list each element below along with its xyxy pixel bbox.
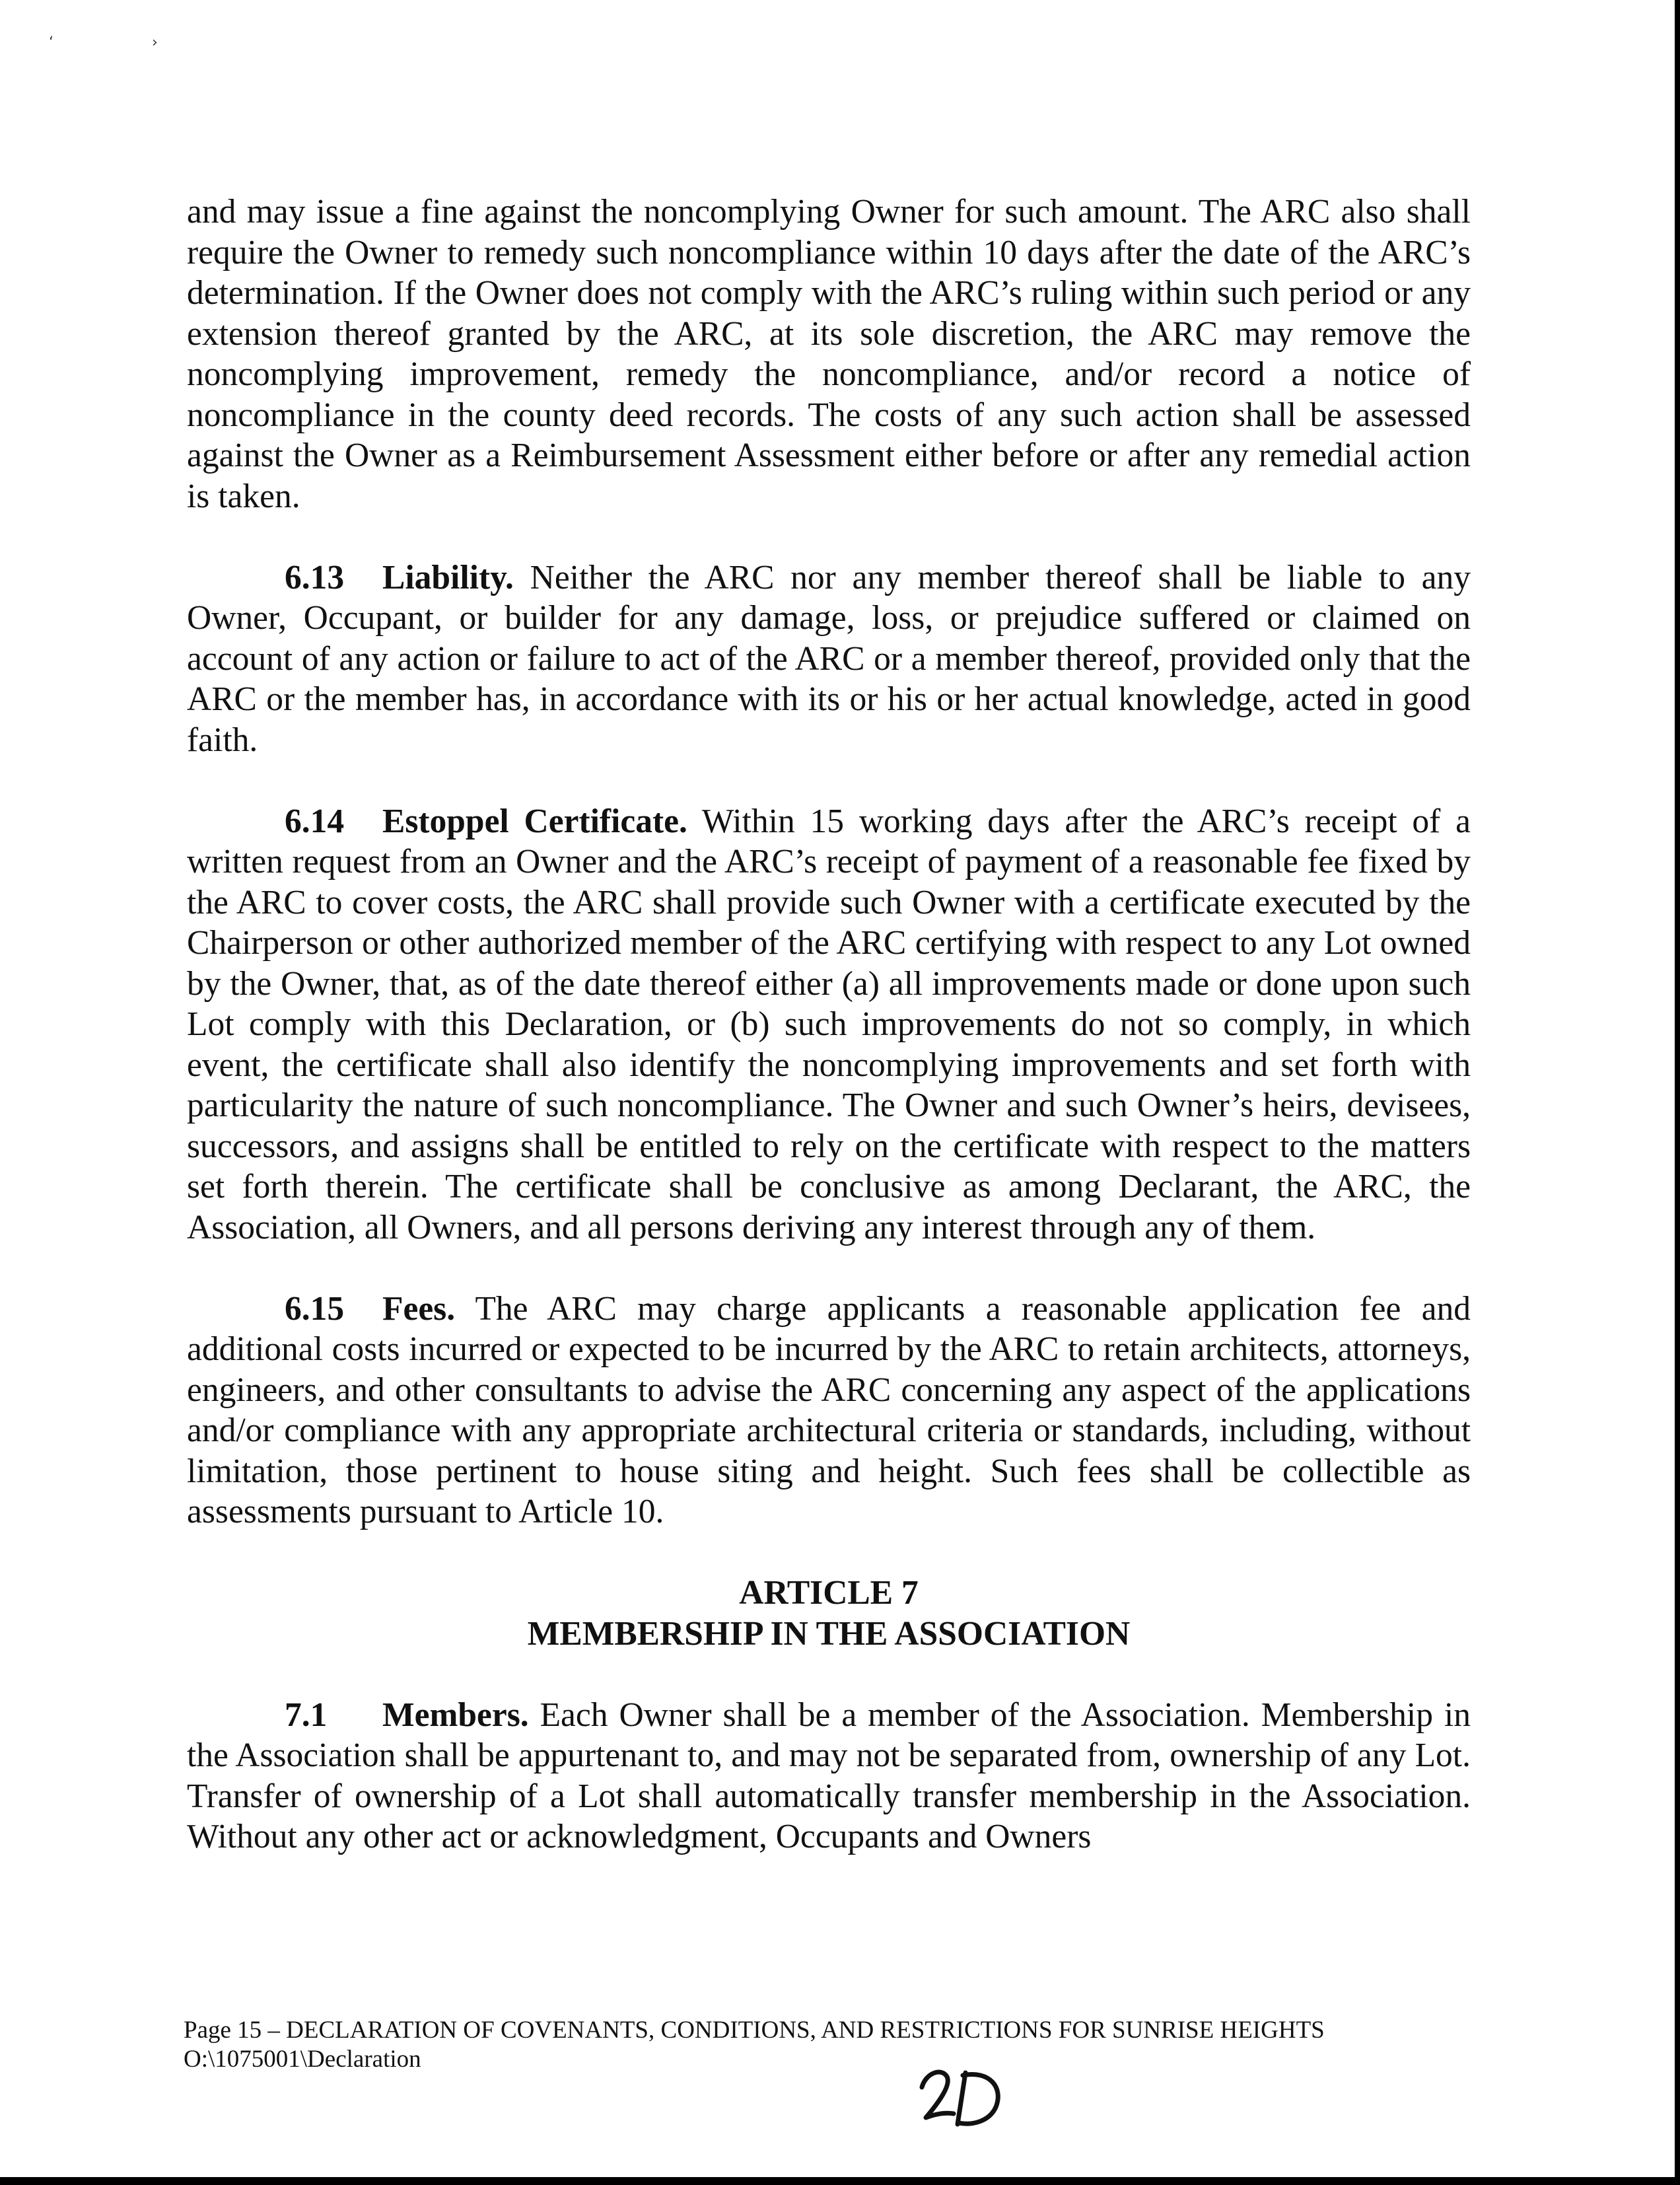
section-text: The ARC may charge applicants a reasonable application fee and additional costs incurred or expected to be incurred by the ARC to retain architects, attorneys, engineers, and other consultants to advise the ARC concerning any aspect of the applications and/or compliance with any appropriate architectural criteria or standards, including, without limitation, those pertinent to house siting and height. Such fees shall be collectible as assessments pursuant to Article 10. xyxy=(187,1289,1471,1530)
section-7-1 xyxy=(187,1695,1471,1857)
section-title: Liability. xyxy=(382,558,514,596)
section-text: Neither the ARC nor any member thereof shall be liable to any Owner, Occupant, or builder for any damage, loss, or prejudice suffered or claimed on account of any action or failure to act of the ARC or a member thereof, provided only that the ARC or the member has, in accordance with its or his or her actual knowledge, acted in good faith. xyxy=(187,558,1471,759)
document-body xyxy=(187,192,1471,1857)
footer-path: O:\1075001\Declaration xyxy=(184,2046,421,2073)
scan-mark-right: › xyxy=(152,34,158,51)
section-6-14 xyxy=(187,801,1471,1248)
section-6-13 xyxy=(187,557,1471,761)
section-title: Fees. xyxy=(382,1289,456,1328)
handwritten-page-number xyxy=(917,2061,1009,2133)
section-number: 6.15 xyxy=(285,1289,345,1328)
section-number: 6.14 xyxy=(285,802,345,840)
scan-mark-left: ‘ xyxy=(49,34,53,51)
article-number: ARTICLE 7 xyxy=(739,1574,919,1612)
section-text: Each Owner shall be a member of the Association. Membership in the Association shall be appurtenant to, and may not be separated from, ownership of any Lot. Transfer of ownership of a Lot shall automatically transfer membership in the Association. Without any other act or acknowledgment, Occupants and Owners xyxy=(187,1696,1471,1855)
footer-title: Page 15 – DECLARATION OF COVENANTS, CONDITIONS, AND RESTRICTIONS FOR SUNRISE HEIGHTS xyxy=(184,2017,1325,2044)
paragraph-continuation xyxy=(187,192,1471,517)
scan-edge-bottom xyxy=(0,2177,1680,2185)
article-heading xyxy=(187,1573,1471,1654)
section-number: 7.1 xyxy=(285,1696,328,1734)
section-text: Within 15 working days after the ARC’s receipt of a written request from an Owner and the ARC’s receipt of payment of a reasonable fee fixed by the ARC to cover costs, the ARC shall provide such Owner with a certificate executed by the Chairperson or other authorized member of the ARC certifying with respect to any Lot owned by the Owner, that, as of the date thereof either (a) all improvements made or done upon such Lot comply with this Declaration, or (b) such improvements do not so comply, in which event, the certificate shall also identify the noncomplying improvements and set forth with particularity the nature of such noncompliance. The Owner and such Owner’s heirs, devisees, successors, and assigns shall be entitled to rely on the certificate with respect to the matters set forth therein. The certificate shall be conclusive as among Declarant, the ARC, the Association, all Owners, and all persons deriving any interest through any of them. xyxy=(187,802,1471,1246)
section-number: 6.13 xyxy=(285,558,345,596)
section-title: Estoppel Certificate. xyxy=(382,802,687,840)
article-title: MEMBERSHIP IN THE ASSOCIATION xyxy=(527,1614,1131,1653)
paragraph-text: and may issue a fine against the noncomplying Owner for such amount. The ARC also shall require the Owner to remedy such noncompliance within 10 days after the date of the ARC’s determination. If the Owner does not comply with the ARC’s ruling within such period or any extension thereof granted by the ARC, at its sole discretion, the ARC may remove the noncomplying improvement, remedy the noncompliance, and/or record a notice of noncompliance in the county deed records. The costs of any such action shall be assessed against the Owner as a Reimbursement Assessment either before or after any remedial action is taken. xyxy=(187,193,1471,515)
section-title: Members. xyxy=(382,1696,529,1734)
page-footer xyxy=(184,2016,1478,2074)
scan-edge-right xyxy=(1675,0,1680,2185)
section-6-15 xyxy=(187,1289,1471,1532)
